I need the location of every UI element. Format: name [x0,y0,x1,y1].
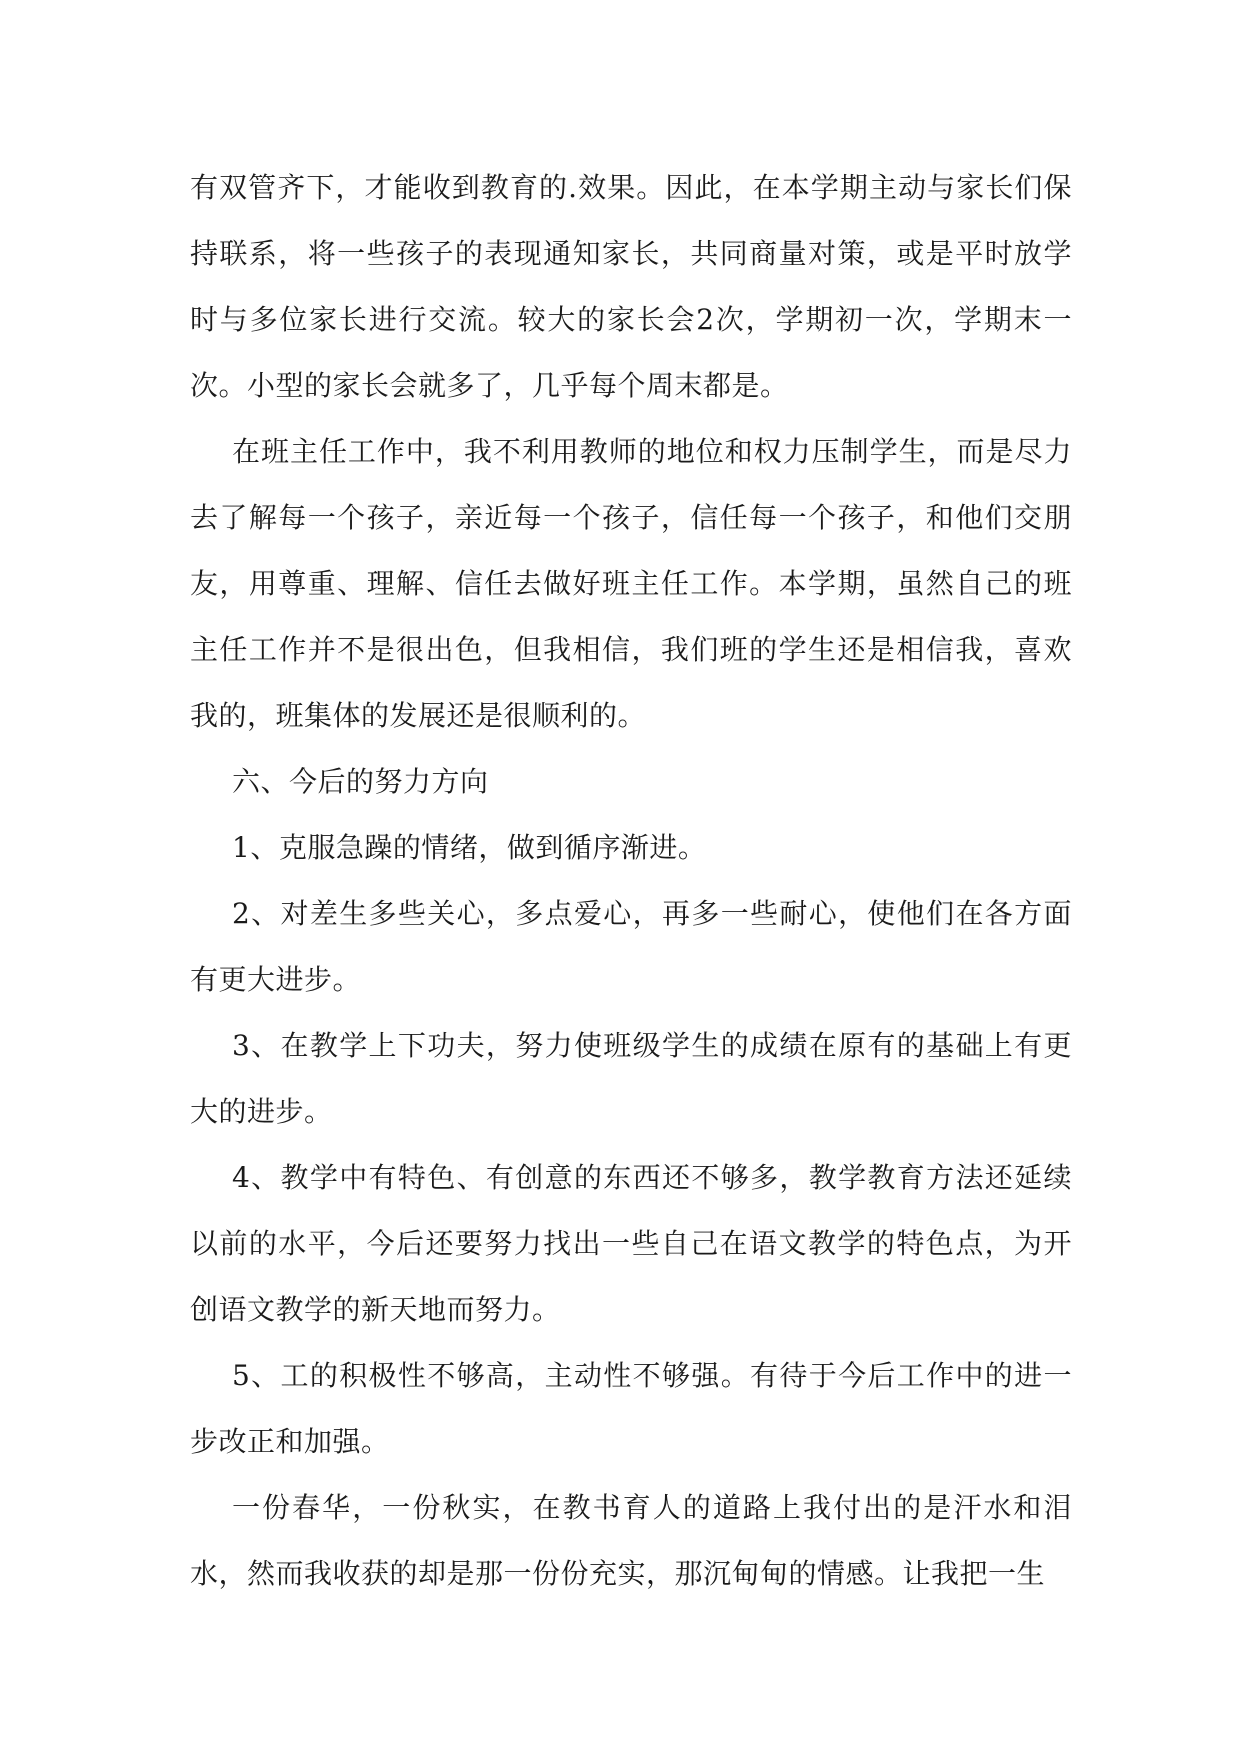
section-heading-future-direction: 六、今后的努力方向 [232,765,489,798]
paragraph-conclusion: 一份春华，一份秋实，在教书育人的道路上我付出的是汗水和泪水，然而我收获的却是那一份份充实，那沉甸甸的情感。让我把一生 [190,1491,1072,1590]
list-item-1: 1、克服急躁的情绪，做到循序渐进。 [232,831,707,864]
list-item-5: 5、工的积极性不够高，主动性不够强。有待于今后工作中的进一步改正和加强。 [190,1359,1072,1458]
list-item-3: 3、在教学上下功夫，努力使班级学生的成绩在原有的基础上有更大的进步。 [190,1029,1072,1128]
list-item-2: 2、对差生多些关心，多点爱心，再多一些耐心，使他们在各方面有更大进步。 [190,897,1072,996]
paragraph-parent-communication: 有双管齐下，才能收到教育的.效果。因此，在本学期主动与家长们保持联系，将一些孩子的表现通知家长，共同商量对策，或是平时放学时与多位家长进行交流。较大的家长会2次，学期初一次，学期末一次。小型的家长会就多了，几乎每个周末都是。 [190,171,1072,402]
paragraph-class-teacher-work: 在班主任工作中，我不利用教师的地位和权力压制学生，而是尽力去了解每一个孩子，亲近每一个孩子，信任每一个孩子，和他们交朋友，用尊重、理解、信任去做好班主任工作。本学期，虽然自己的班主任工作并不是很出色，但我相信，我们班的学生还是相信我，喜欢我的，班集体的发展还是很顺利的。 [190,435,1072,732]
list-item-4: 4、教学中有特色、有创意的东西还不够多，教学教育方法还延续以前的水平，今后还要努力找出一些自己在语文教学的特色点，为开创语文教学的新天地而努力。 [190,1161,1072,1326]
document-body [190,155,1072,1607]
